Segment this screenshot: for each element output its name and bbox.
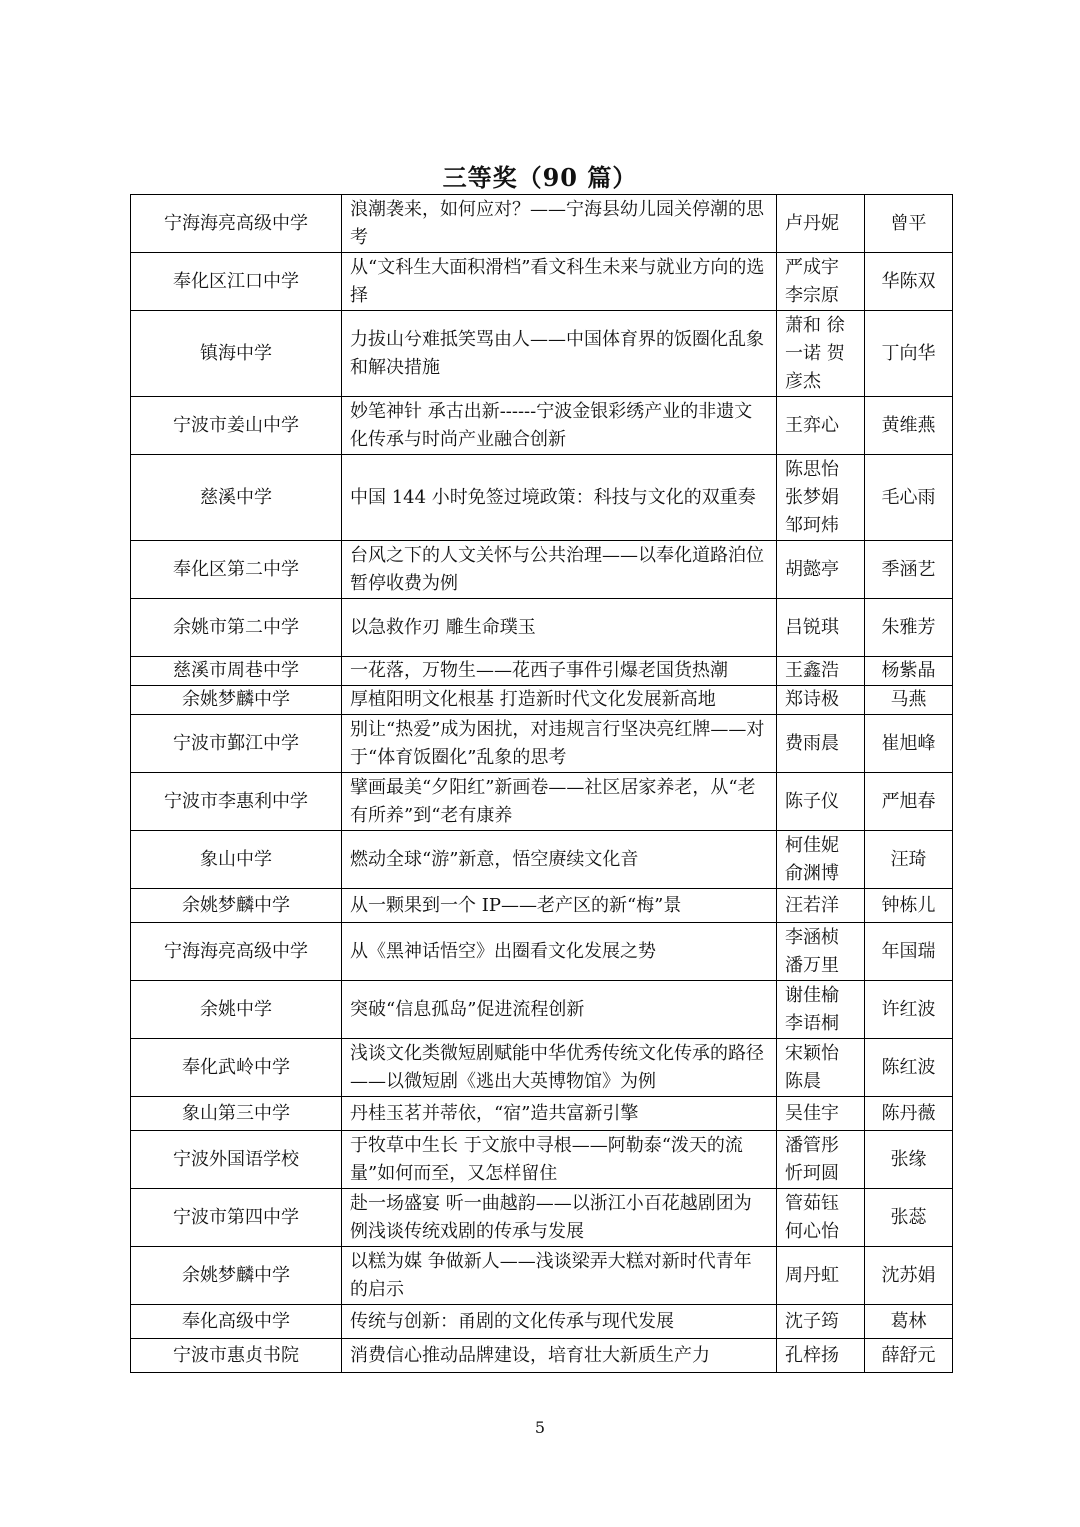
teacher-cell: 马燕 (865, 686, 953, 715)
author-cell: 谢佳榆 李语桐 (777, 981, 865, 1039)
title-cell: 以急救作刃 雕生命璞玉 (342, 599, 777, 657)
school-cell: 奉化武岭中学 (131, 1039, 342, 1097)
author-cell: 吴佳宇 (777, 1097, 865, 1131)
author-cell: 柯佳妮 俞渊博 (777, 831, 865, 889)
author-cell: 陈子仪 (777, 773, 865, 831)
title-cell: 从“文科生大面积滑档”看文科生未来与就业方向的选择 (342, 253, 777, 311)
table-row (131, 686, 953, 715)
school-cell: 余姚梦麟中学 (131, 889, 342, 923)
school-cell: 余姚梦麟中学 (131, 686, 342, 715)
teacher-cell: 年国瑞 (865, 923, 953, 981)
title-cell: 台风之下的人文关怀与公共治理——以奉化道路泊位暂停收费为例 (342, 541, 777, 599)
table-row (131, 1189, 953, 1247)
teacher-cell: 毛心雨 (865, 455, 953, 541)
school-cell: 奉化区江口中学 (131, 253, 342, 311)
author-cell: 严成宇 李宗原 (777, 253, 865, 311)
teacher-cell: 张缘 (865, 1131, 953, 1189)
school-cell: 宁波市姜山中学 (131, 397, 342, 455)
teacher-cell: 丁向华 (865, 311, 953, 397)
title-cell: 赴一场盛宴 听一曲越韵——以浙江小百花越剧团为例浅谈传统戏剧的传承与发展 (342, 1189, 777, 1247)
author-cell: 胡懿亭 (777, 541, 865, 599)
title-cell: 妙笔神针 承古出新------宁波金银彩绣产业的非遗文化传承与时尚产业融合创新 (342, 397, 777, 455)
title-cell: 突破“信息孤岛”促进流程创新 (342, 981, 777, 1039)
title-cell: 别让“热爱”成为困扰，对违规言行坚决亮红牌——对于“体育饭圈化”乱象的思考 (342, 715, 777, 773)
table-row (131, 1039, 953, 1097)
teacher-cell: 沈苏娟 (865, 1247, 953, 1305)
school-cell: 奉化高级中学 (131, 1305, 342, 1339)
teacher-cell: 陈红波 (865, 1039, 953, 1097)
table-row (131, 1305, 953, 1339)
table-row (131, 1131, 953, 1189)
author-cell: 萧和 徐一诺 贺彦杰 (777, 311, 865, 397)
author-cell: 宋颖怡 陈晨 (777, 1039, 865, 1097)
section-heading: 三等奖（90 篇） (442, 163, 638, 192)
teacher-cell: 葛林 (865, 1305, 953, 1339)
school-cell: 宁波市鄞江中学 (131, 715, 342, 773)
school-cell: 象山第三中学 (131, 1097, 342, 1131)
title-cell: 擘画最美“夕阳红”新画卷——社区居家养老，从“老有所养”到“老有康养 (342, 773, 777, 831)
author-cell: 孔梓扬 (777, 1339, 865, 1373)
author-cell: 汪若洋 (777, 889, 865, 923)
title-cell: 燃动全球“游”新意，悟空赓续文化音 (342, 831, 777, 889)
school-cell: 余姚中学 (131, 981, 342, 1039)
table-row (131, 981, 953, 1039)
school-cell: 宁波市李惠利中学 (131, 773, 342, 831)
author-cell: 费雨晨 (777, 715, 865, 773)
school-cell: 宁海海亮高级中学 (131, 195, 342, 253)
author-cell: 郑诗极 (777, 686, 865, 715)
table-row (131, 1247, 953, 1305)
title-cell: 于牧草中生长 于文旅中寻根——阿勒泰“泼天的流量”如何而至，又怎样留住 (342, 1131, 777, 1189)
author-cell: 王鑫浩 (777, 657, 865, 686)
teacher-cell: 许红波 (865, 981, 953, 1039)
table-row (131, 715, 953, 773)
school-cell: 宁波外国语学校 (131, 1131, 342, 1189)
teacher-cell: 汪琦 (865, 831, 953, 889)
awards-table (130, 194, 953, 1373)
title-cell: 消费信心推动品牌建设，培育壮大新质生产力 (342, 1339, 777, 1373)
title-cell: 从《黑神话悟空》出圈看文化发展之势 (342, 923, 777, 981)
teacher-cell: 黄维燕 (865, 397, 953, 455)
teacher-cell: 张蕊 (865, 1189, 953, 1247)
school-cell: 宁海海亮高级中学 (131, 923, 342, 981)
title-cell: 浅谈文化类微短剧赋能中华优秀传统文化传承的路径 ——以微短剧《逃出大英博物馆》为例 (342, 1039, 777, 1097)
table-row (131, 889, 953, 923)
author-cell: 周丹虹 (777, 1247, 865, 1305)
teacher-cell: 季涵艺 (865, 541, 953, 599)
author-cell: 李涵桢 潘万里 (777, 923, 865, 981)
author-cell: 潘管彤 忻珂圆 (777, 1131, 865, 1189)
title-cell: 一花落，万物生——花西子事件引爆老国货热潮 (342, 657, 777, 686)
title-cell: 力拔山兮难抵笑骂由人——中国体育界的饭圈化乱象和解决措施 (342, 311, 777, 397)
table-row (131, 455, 953, 541)
table-row (131, 311, 953, 397)
teacher-cell: 崔旭峰 (865, 715, 953, 773)
school-cell: 余姚梦麟中学 (131, 1247, 342, 1305)
table-row (131, 657, 953, 686)
author-cell: 管茹钰 何心怡 (777, 1189, 865, 1247)
teacher-cell: 严旭春 (865, 773, 953, 831)
author-cell: 沈子筠 (777, 1305, 865, 1339)
author-cell: 陈思怡 张梦娟 邹珂炜 (777, 455, 865, 541)
author-cell: 王弈心 (777, 397, 865, 455)
teacher-cell: 曾平 (865, 195, 953, 253)
title-cell: 从一颗果到一个 IP——老产区的新“梅”景 (342, 889, 777, 923)
teacher-cell: 朱雅芳 (865, 599, 953, 657)
table-row (131, 1339, 953, 1373)
author-cell: 卢丹妮 (777, 195, 865, 253)
table-row (131, 195, 953, 253)
table-row (131, 773, 953, 831)
school-cell: 宁波市惠贞书院 (131, 1339, 342, 1373)
page-number: 5 (534, 1418, 546, 1437)
school-cell: 象山中学 (131, 831, 342, 889)
teacher-cell: 杨紫晶 (865, 657, 953, 686)
author-cell: 吕锐琪 (777, 599, 865, 657)
table-row (131, 831, 953, 889)
title-cell: 厚植阳明文化根基 打造新时代文化发展新高地 (342, 686, 777, 715)
teacher-cell: 钟栋儿 (865, 889, 953, 923)
table-row (131, 599, 953, 657)
school-cell: 宁波市第四中学 (131, 1189, 342, 1247)
title-cell: 以糕为媒 争做新人——浅谈梁弄大糕对新时代青年的启示 (342, 1247, 777, 1305)
table-row (131, 923, 953, 981)
table-row (131, 397, 953, 455)
table-row (131, 253, 953, 311)
school-cell: 镇海中学 (131, 311, 342, 397)
title-cell: 中国 144 小时免签过境政策：科技与文化的双重奏 (342, 455, 777, 541)
school-cell: 慈溪市周巷中学 (131, 657, 342, 686)
school-cell: 奉化区第二中学 (131, 541, 342, 599)
school-cell: 余姚市第二中学 (131, 599, 342, 657)
title-cell: 丹桂玉茗并蒂依，“宿”造共富新引擎 (342, 1097, 777, 1131)
table-row (131, 1097, 953, 1131)
title-cell: 浪潮袭来，如何应对？——宁海县幼儿园关停潮的思考 (342, 195, 777, 253)
teacher-cell: 陈丹薇 (865, 1097, 953, 1131)
table-row (131, 541, 953, 599)
school-cell: 慈溪中学 (131, 455, 342, 541)
title-cell: 传统与创新：甬剧的文化传承与现代发展 (342, 1305, 777, 1339)
teacher-cell: 薛舒元 (865, 1339, 953, 1373)
teacher-cell: 华陈双 (865, 253, 953, 311)
